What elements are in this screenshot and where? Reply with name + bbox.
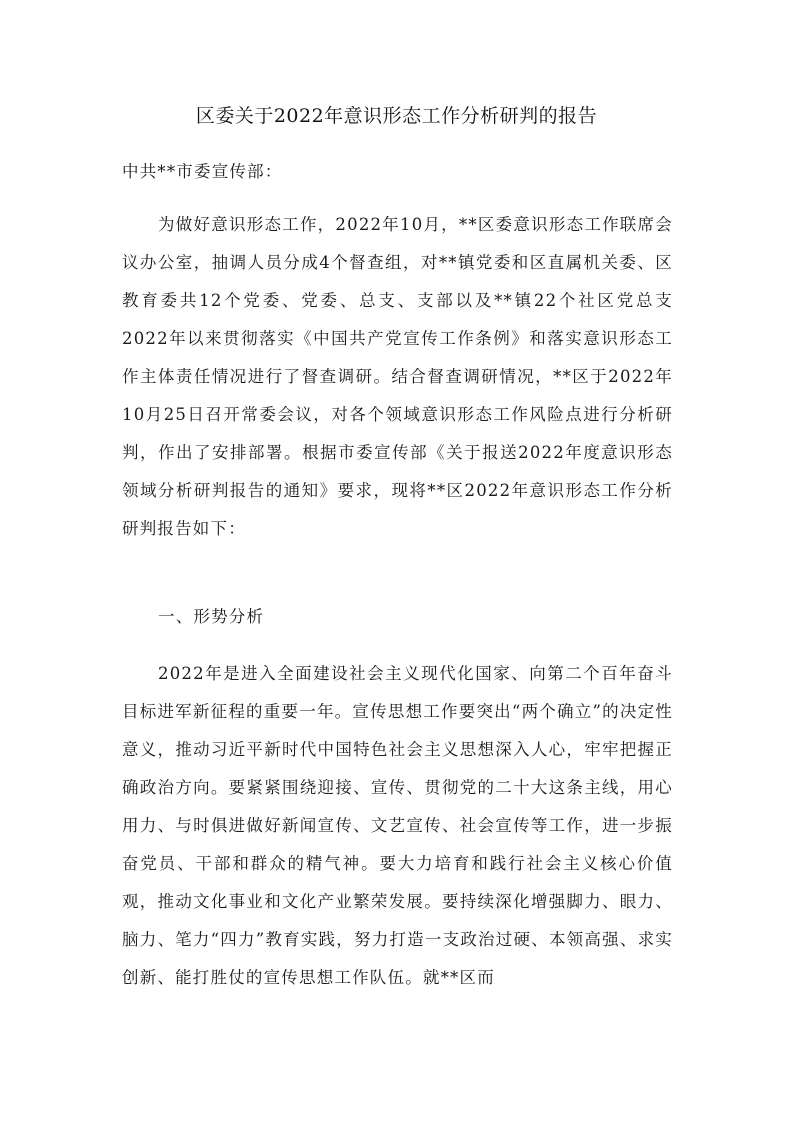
document-title: 区委关于2022年意识形态工作分析研判的报告 [195,105,598,127]
salutation: 中共**市委宣传部： [122,162,283,181]
paragraph-intro: 为做好意识形态工作，2022年10月，**区委意识形态工作联席会议办公室，抽调人员分成4个督查组，对**镇党委和区直属机关委、区教育委共12个党委、党委、总支、支部以及**镇22个社区党总支2022年以来贯彻落实《中国共产党宣传工作条例》和落实意识形态工作主体责任情况进行了督查调研。结合督查调研情况，**区于2022年10月25日召开常委会议，对各个领域意识形态工作风险点进行分析研判，作出了安排部署。根据市委宣传部《关于报送2022年度意识形态领域分析研判报告的通知》要求，现将**区2022年意识形态工作分析研判报告如下： [122,215,673,538]
paragraph-situation: 2022年是进入全面建设社会主义现代化国家、向第二个百年奋斗目标进军新征程的重要一年。宣传思想工作要突出“两个确立”的决定性意义，推动习近平新时代中国特色社会主义思想深入人心，牢牢把握正确政治方向。要紧紧围绕迎接、宣传、贯彻党的二十大这条主线，用心用力、与时俱进做好新闻宣传、文艺宣传、社会宣传等工作，进一步振奋党员、干部和群众的精气神。要大力培育和践行社会主义核心价值观，推动文化事业和文化产业繁荣发展。要持续深化增强脚力、眼力、脑力、笔力“四力”教育实践，努力打造一支政治过硬、本领高强、求实创新、能打胜仗的宣传思想工作队伍。就**区而 [122,664,673,987]
section-heading-situation-analysis: 一、形势分析 [158,607,265,626]
